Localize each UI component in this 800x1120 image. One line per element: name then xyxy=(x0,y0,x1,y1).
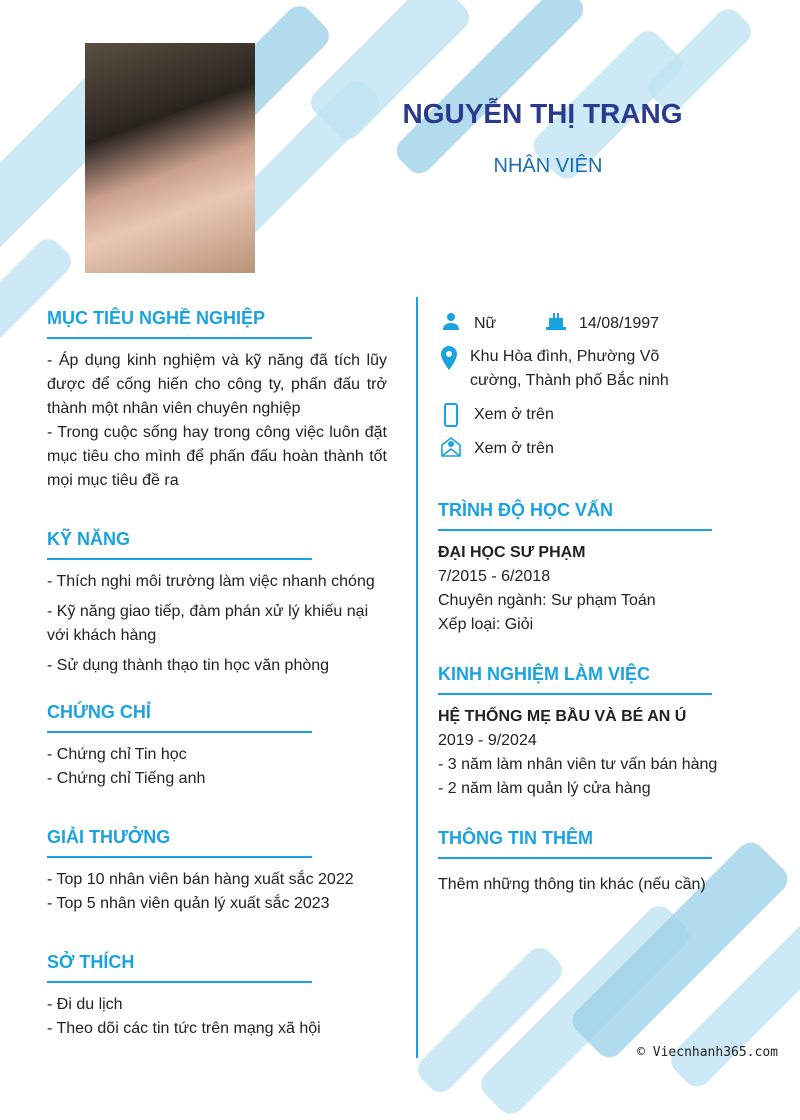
section-title: CHỨNG CHỈ xyxy=(47,702,312,733)
list-item: - Top 10 nhân viên bán hàng xuất sắc 2022 xyxy=(47,871,354,888)
birthday-cake-icon xyxy=(545,312,567,330)
address-value: Khu Hòa đình, Phường Võ cường, Thành phố Bắc ninh xyxy=(470,348,669,389)
certificates-section xyxy=(47,702,387,791)
full-name: NGUYỄN THỊ TRANG xyxy=(402,98,683,129)
list-item: - Sử dụng thành thạo tin học văn phòng xyxy=(47,657,330,674)
footer-watermark: © Viecnhanh365.com xyxy=(637,1045,778,1060)
education-rank: Xếp loại: Giỏi xyxy=(438,616,534,633)
school-name: ĐẠI HỌC SƯ PHẠM xyxy=(438,544,586,561)
list-item: - 3 năm làm nhân viên tư vấn bán hàng xyxy=(438,756,718,773)
list-item: - 2 năm làm quản lý cửa hàng xyxy=(438,780,651,797)
column-divider xyxy=(416,297,418,1058)
list-item: - Theo dõi các tin tức trên mạng xã hội xyxy=(47,1020,321,1037)
hobbies-section xyxy=(47,952,387,1041)
list-item: - Kỹ năng giao tiếp, đàm phán xử lý khiếu nại với khách hàng xyxy=(47,603,369,644)
awards-section xyxy=(47,827,387,916)
education-major: Chuyên ngành: Sư phạm Toán xyxy=(438,592,656,609)
extra-info-text: Thêm những thông tin khác (nếu cần) xyxy=(438,876,706,893)
section-title: GIẢI THƯỞNG xyxy=(47,827,312,858)
section-title: TRÌNH ĐỘ HỌC VẤN xyxy=(438,500,712,531)
objective-line: - Trong cuộc sống hay trong công việc luôn đặt mục tiêu cho mình để phấn đấu hoàn thành tốt mọi mục tiêu đề ra xyxy=(47,424,387,489)
gender-value: Nữ xyxy=(474,315,497,332)
section-title: SỞ THÍCH xyxy=(47,952,312,983)
birthday-row xyxy=(545,312,659,336)
location-pin-icon xyxy=(440,345,458,371)
objective-line: - Áp dụng kinh nghiệm và kỹ năng đã tích lũy được để cống hiến cho công ty, phấn đấu trở thành một nhân viên chuyên nghiệp xyxy=(47,352,387,417)
person-icon xyxy=(440,312,462,330)
address-row xyxy=(440,345,700,393)
birthday-value: 14/08/1997 xyxy=(579,315,660,332)
phone-icon xyxy=(440,403,462,427)
phone-value: Xem ở trên xyxy=(474,406,554,423)
education-section xyxy=(438,500,728,637)
email-value: Xem ở trên xyxy=(474,440,554,457)
experience-period: 2019 - 9/2024 xyxy=(438,732,537,749)
gender-row xyxy=(440,312,496,336)
profile-photo xyxy=(85,43,255,273)
section-title: KINH NGHIỆM LÀM VIỆC xyxy=(438,664,712,695)
list-item: - Top 5 nhân viên quản lý xuất sắc 2023 xyxy=(47,895,330,912)
email-row xyxy=(440,437,554,461)
phone-row xyxy=(440,403,554,427)
list-item: - Đi du lịch xyxy=(47,996,123,1013)
list-item: - Chứng chỉ Tin học xyxy=(47,746,187,763)
section-title: THÔNG TIN THÊM xyxy=(438,828,712,859)
list-item: - Chứng chỉ Tiếng anh xyxy=(47,770,206,787)
skills-section xyxy=(47,529,392,678)
experience-section xyxy=(438,664,728,801)
list-item: - Thích nghi môi trường làm việc nhanh chóng xyxy=(47,573,375,590)
company-name: HỆ THỐNG MẸ BẦU VÀ BÉ AN Ú xyxy=(438,708,687,725)
section-title: MỤC TIÊU NGHỀ NGHIỆP xyxy=(47,308,312,339)
section-title: KỸ NĂNG xyxy=(47,529,312,560)
objective-section xyxy=(47,308,387,493)
job-title: NHÂN VIÊN xyxy=(493,155,603,177)
email-envelope-icon xyxy=(440,437,462,457)
education-period: 7/2015 - 6/2018 xyxy=(438,568,551,585)
extra-info-section xyxy=(438,828,728,897)
